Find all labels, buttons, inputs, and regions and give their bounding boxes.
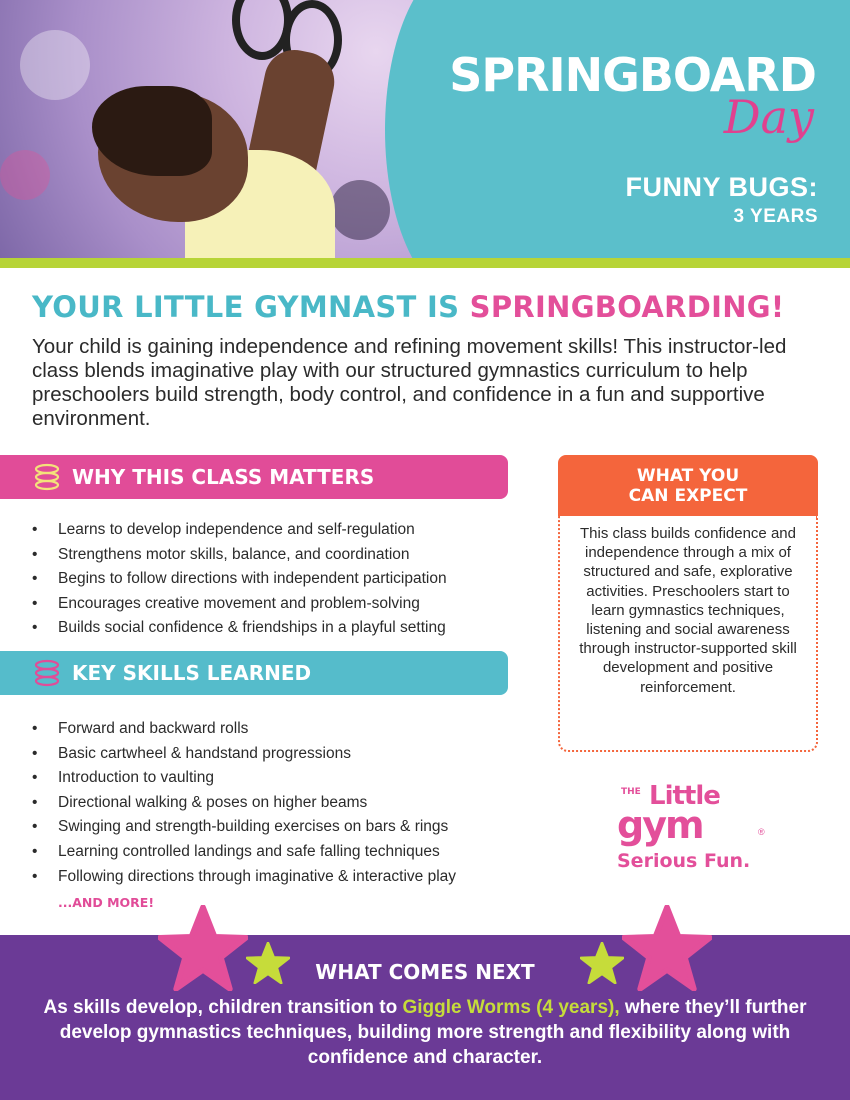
why-section-header: [0, 455, 508, 499]
list-item: • Introduction to vaulting: [32, 769, 214, 787]
brand-title: SPRINGBOARD: [449, 48, 816, 102]
logo-gym: gym: [617, 803, 703, 847]
why-list: [32, 518, 447, 641]
list-item: • Forward and backward rolls: [32, 720, 249, 737]
list-item: • Basic cartwheel & handstand progressions: [32, 744, 351, 762]
skills-section-header: [0, 651, 508, 695]
page-headline: [32, 290, 784, 324]
list-item: • Strengthens motor skills, balance, and coordination: [32, 545, 410, 563]
spring-icon: [32, 462, 62, 492]
next-text-before: As skills develop, children transition to: [43, 997, 403, 1018]
intro-paragraph: Your child is gaining independence and refining movement skills! This instructor-led class blends imaginative play with our structured gymnastics curriculum to help preschoolers build strength, body control, and confidence in a fun and supportive environment.: [32, 335, 787, 430]
spring-icon: [32, 658, 62, 688]
headline-part2: SPRINGBOARDING!: [469, 290, 785, 324]
and-more-label: ...AND MORE!: [58, 895, 155, 910]
class-name: FUNNY BUGS:: [625, 172, 818, 202]
logo-the: THE: [621, 787, 641, 797]
next-paragraph: [40, 995, 810, 1070]
list-item: • Learning controlled landings and safe falling techniques: [32, 842, 440, 860]
expect-card-body: This class builds confidence and independence through a mix of structured and safe, explorative activities. Preschoolers start to learn gymnastics techniques, listening and social awareness through instructor-supported skill development and positive reinforcement.: [558, 516, 818, 752]
expect-title-line1: WHAT YOU: [636, 466, 740, 486]
expect-title-line2: CAN EXPECT: [628, 486, 748, 506]
skills-section-title: KEY SKILLS LEARNED: [72, 661, 312, 685]
expect-card-header: [558, 455, 818, 516]
list-item: • Learns to develop independence and self-regulation: [32, 521, 415, 538]
list-item: • Encourages creative movement and problem-solving: [32, 594, 420, 612]
headline-part1: YOUR LITTLE GYMNAST IS: [32, 290, 470, 324]
next-text-after: where they’ll further develop gymnastics techniques, building more strength and flexibility along with confidence and character.: [59, 997, 807, 1068]
logo-tagline: Serious Fun.: [617, 850, 751, 872]
next-title: WHAT COMES NEXT: [315, 960, 535, 984]
next-class-highlight: Giggle Worms (4 years),: [402, 997, 620, 1018]
divider-bar: [0, 258, 850, 268]
little-gym-logo: [615, 783, 775, 875]
springboard-day-logo: [449, 48, 816, 144]
list-item: • Directional walking & poses on higher beams: [32, 793, 368, 811]
hero-header: [0, 0, 850, 258]
logo-little: Little: [649, 781, 720, 811]
list-item: • Following directions through imaginative & interactive play: [32, 867, 457, 885]
skills-list: [32, 717, 456, 889]
list-item: • Swinging and strength-building exercises on bars & rings: [32, 818, 449, 836]
list-item: • Builds social confidence & friendships in a playful setting: [32, 619, 446, 637]
list-item: • Begins to follow directions with independent participation: [32, 570, 447, 588]
registered-mark: ®: [758, 827, 765, 837]
brand-script: Day: [723, 90, 814, 144]
why-section-title: WHY THIS CLASS MATTERS: [72, 465, 375, 489]
class-age: 3 YEARS: [733, 206, 818, 227]
